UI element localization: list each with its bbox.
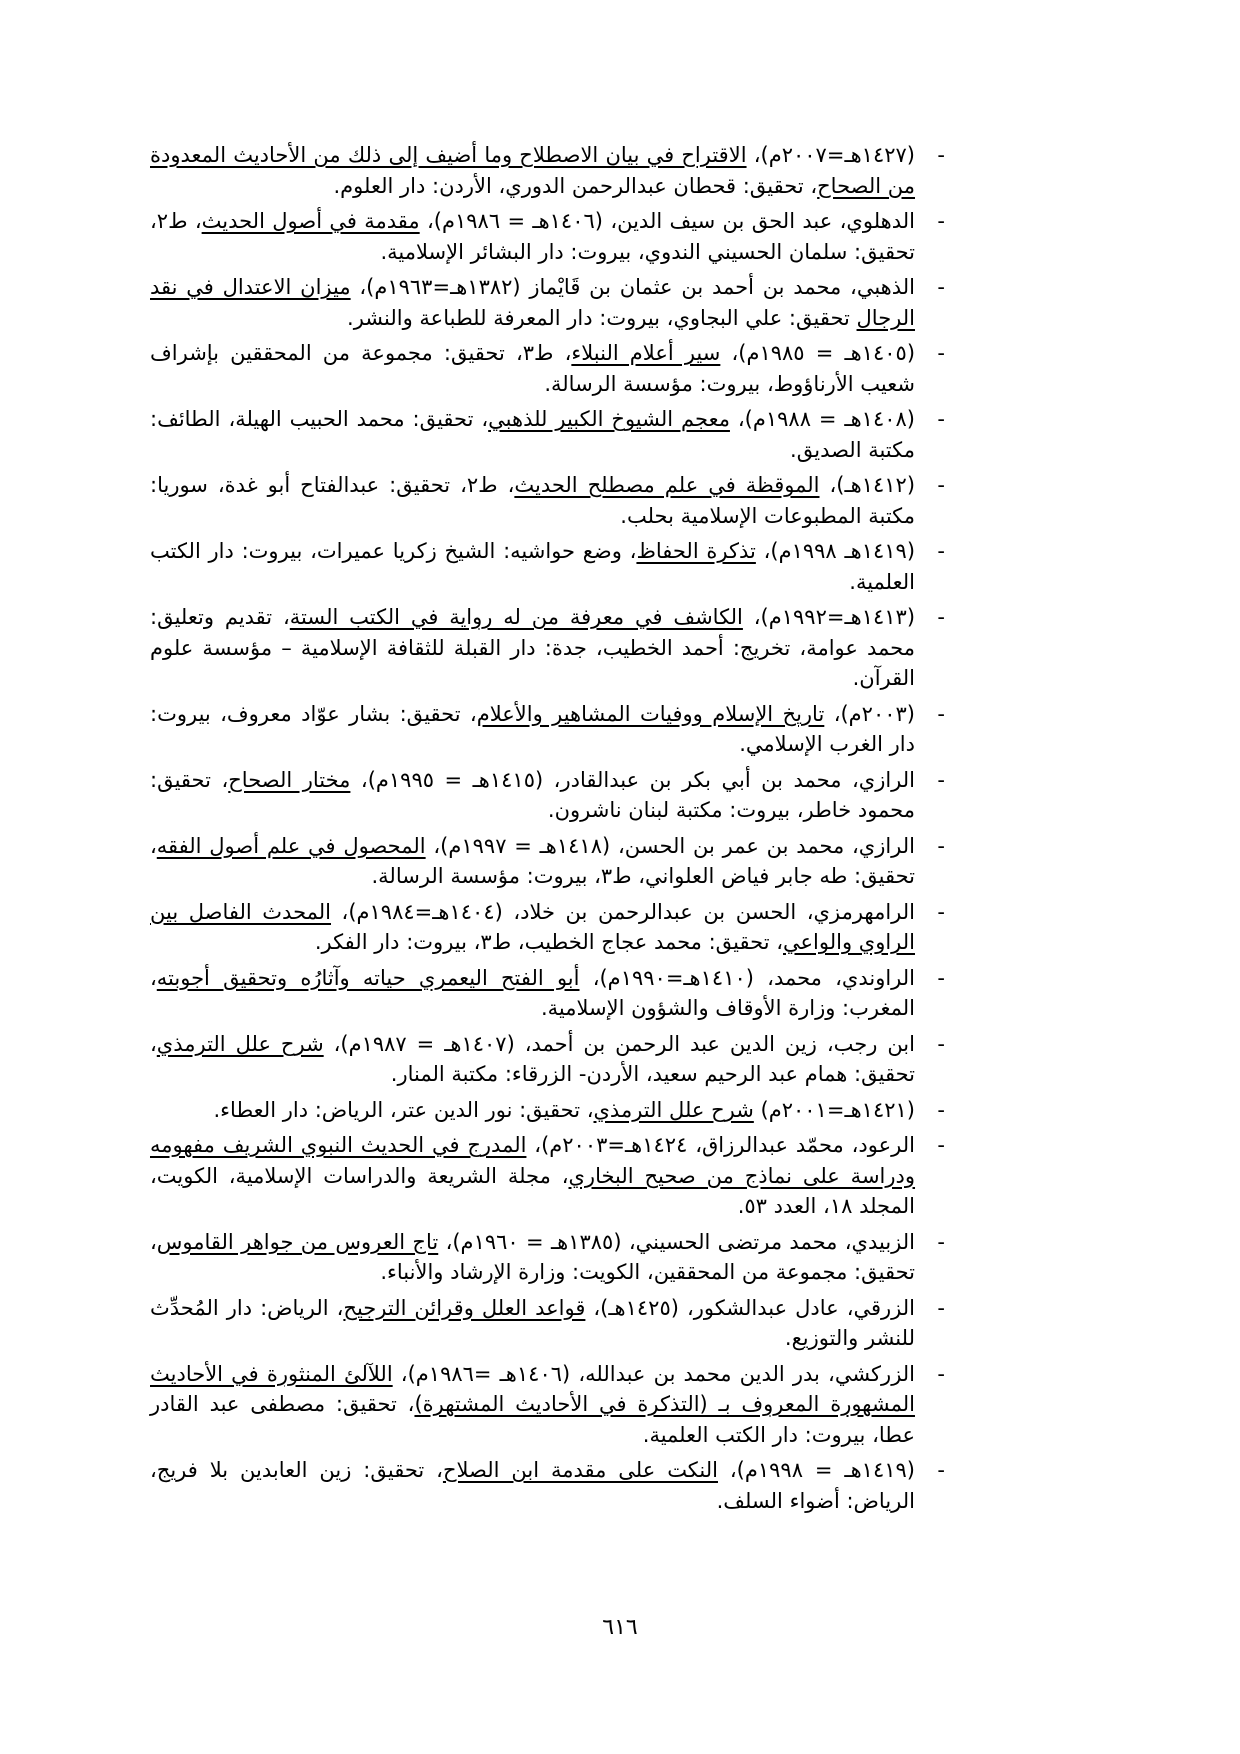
entry-title: أبو الفتح اليعمري حياته وآثارُه وتحقيق أجوبته: [156, 965, 580, 990]
bibliography-entry: [150, 1130, 945, 1222]
entry-dash: -: [937, 701, 945, 726]
entry-publication: ، وضع حواشيه: الشيخ زكريا عميرات، بيروت: دار الكتب العلمية.: [150, 539, 915, 594]
entry-dash: -: [937, 473, 945, 497]
entry-author-date: (١٤٠٥هـ = ١٩٨٥م)،: [720, 341, 916, 365]
bibliography-entry: [150, 1029, 945, 1090]
bibliography-page: [150, 140, 945, 1521]
entry-author-date: (٢٠٠٣م)،: [824, 701, 915, 726]
entry-publication: ، تحقيق: زين العابدين بلا فريج، الرياض: أضواء السلف.: [150, 1458, 915, 1513]
bibliography-entry: [150, 338, 945, 399]
entry-dash: -: [937, 833, 945, 858]
entry-dash: -: [937, 1031, 945, 1056]
bibliography-entry: [150, 963, 945, 1024]
entry-title: شرح علل الترمذي: [156, 1031, 324, 1056]
bibliography-entry: [150, 272, 945, 333]
entry-title: المحدث الفاصل بين الراوي والواعي: [150, 899, 915, 954]
entry-dash: -: [937, 1097, 945, 1122]
bibliography-entry: [150, 1455, 945, 1516]
entry-publication: ، ط٢، تحقيق: عبدالفتاح أبو غدة، سوريا: مكتبة المطبوعات الإسلامية بحلب.: [150, 473, 915, 528]
entry-author-date: الذهبي، محمد بن أحمد بن عثمان بن قَايْماز (١٣٨٢هـ=١٩٦٣م)،: [350, 275, 915, 299]
entry-author-date: الزرقي، عادل عبدالشكور، (١٤٢٥هـ)،: [585, 1295, 916, 1320]
entry-dash: -: [937, 1295, 945, 1320]
entry-publication: ، تحقيق: بشار عوّاد معروف، بيروت: دار الغرب الإسلامي.: [150, 701, 915, 756]
entry-title: النكت على مقدمة ابن الصلاح: [442, 1458, 718, 1482]
entry-title: معجم الشيوخ الكبير للذهبي: [488, 407, 730, 431]
entry-dash: -: [937, 407, 945, 431]
entry-dash: -: [937, 1361, 945, 1386]
entry-author-date: ابن رجب، زين الدين عبد الرحمن بن أحمد، (١٤٠٧هـ = ١٩٨٧م)،: [323, 1031, 915, 1056]
bibliography-entry: [150, 140, 945, 201]
entry-title: اللآلئ المنثورة في الأحاديث المشهورة المعروف بـ (التذكرة في الأحاديث المشتهرة): [150, 1361, 915, 1416]
entry-author-date: (١٤١٩هـ ١٩٩٨م)،: [755, 539, 916, 563]
bibliography-entry: [150, 699, 945, 760]
entry-author-date: الزركشي، بدر الدين محمد بن عبدالله، (١٤٠٦هـ =١٩٨٦م)،: [392, 1361, 916, 1386]
entry-author-date: الزبيدي، محمد مرتضى الحسيني، (١٣٨٥هـ = ١٩٦٠م)،: [438, 1229, 915, 1254]
entry-dash: -: [937, 1458, 945, 1482]
entry-title: تاريخ الإسلام ووفيات المشاهير والأعلام: [476, 701, 825, 726]
entry-author-date: (١٤١٣هـ=١٩٩٢م)،: [742, 605, 916, 629]
entry-publication: ، تحقيق: نور الدين عتر، الرياض: دار العطاء.: [213, 1097, 594, 1122]
entry-title: المحصول في علم أصول الفقه: [156, 833, 426, 858]
entry-title: تاج العروس من جواهر القاموس: [156, 1229, 439, 1254]
entry-publication: تحقيق: علي البجاوي، بيروت: دار المعرفة للطباعة والنشر.: [347, 305, 857, 330]
entry-publication: ، تحقيق: مجموعة من المحققين، الكويت: وزارة الإرشاد والأنباء.: [150, 1229, 915, 1284]
entry-author-date: الرازي، محمد بن عمر بن الحسن، (١٤١٨هـ = ١٩٩٧م)،: [425, 833, 915, 858]
entry-author-date: (١٤٠٨هـ = ١٩٨٨م)،: [729, 407, 915, 431]
entry-title: الموقظة في علم مصطلح الحديث: [514, 473, 820, 497]
entry-author-date: (١٤١٢هـ)،: [819, 473, 916, 497]
bibliography-entry: [150, 470, 945, 531]
entry-title: الكاشف في معرفة من له رواية في الكتب الستة: [289, 605, 743, 629]
entry-author-date: (١٤١٩هـ = ١٩٩٨م)،: [717, 1458, 915, 1482]
entry-title: شرح علل الترمذي: [593, 1097, 754, 1122]
entry-publication: ، ط٢، تحقيق: سلمان الحسيني الندوي، بيروت: دار البشائر الإسلامية.: [150, 209, 915, 264]
entry-publication: ، تحقيق: مصطفى عبد القادر عطا، بيروت: دار الكتب العلمية.: [150, 1392, 915, 1447]
entry-publication: ، تحقيق: طه جابر فياض العلواني، ط٣، بيروت: مؤسسة الرسالة.: [150, 833, 915, 888]
entry-publication: ، تحقيق: محمود خاطر، بيروت: مكتبة لبنان ناشرون.: [150, 767, 915, 822]
entry-dash: -: [937, 965, 945, 990]
entry-title: تذكرة الحفاظ: [636, 539, 756, 563]
entry-dash: -: [937, 143, 945, 167]
entry-title: المدرج في الحديث النبوي الشريف مفهومه ودراسة على نماذج من صحيح البخاري: [150, 1133, 916, 1188]
entry-publication: ، ط٣، تحقيق: مجموعة من المحققين بإشراف شعيب الأرناؤوط، بيروت: مؤسسة الرسالة.: [150, 341, 915, 396]
bibliography-list: [150, 140, 945, 1516]
entry-dash: -: [937, 899, 945, 924]
entry-dash: -: [937, 341, 945, 365]
bibliography-entry: [150, 1293, 945, 1354]
entry-author-date: (١٤٢١هـ=٢٠٠١م): [753, 1097, 915, 1122]
entry-author-date: الراوندي، محمد، (١٤١٠هـ=١٩٩٠م)،: [579, 965, 916, 990]
bibliography-entry: [150, 206, 945, 267]
entry-dash: -: [937, 1229, 945, 1254]
bibliography-entry: [150, 1095, 945, 1126]
entry-publication: ، مجلة الشريعة والدراسات الإسلامية، الكويت، المجلد ١٨، العدد ٥٣.: [150, 1163, 915, 1218]
entry-dash: -: [937, 605, 945, 629]
page-number: ٦١٦: [602, 1615, 638, 1640]
entry-author-date: الرازي، محمد بن أبي بكر بن عبدالقادر، (١٤١٥هـ = ١٩٩٥م)،: [350, 767, 916, 792]
entry-title: الاقتراح في بيان الاصطلاح وما أضيف إلى ذلك من الأحاديث المعدودة من الصحاح: [150, 143, 915, 198]
bibliography-entry: [150, 602, 945, 694]
entry-publication: ، المغرب: وزارة الأوقاف والشؤون الإسلامية.: [150, 965, 915, 1020]
entry-dash: -: [937, 209, 945, 233]
bibliography-entry: [150, 897, 945, 958]
bibliography-entry: [150, 1227, 945, 1288]
entry-publication: ، تحقيق: محمد عجاج الخطيب، ط٣، بيروت: دار الفكر.: [314, 930, 783, 954]
entry-dash: -: [937, 767, 945, 792]
entry-title: مقدمة في أصول الحديث: [201, 209, 420, 233]
entry-dash: -: [937, 1133, 945, 1157]
entry-title: سير أعلام النبلاء: [571, 341, 721, 365]
entry-author-date: الدهلوي، عبد الحق بن سيف الدين، (١٤٠٦هـ = ١٩٨٦م)،: [419, 209, 915, 233]
entry-publication: ، تحقيق: قحطان عبدالرحمن الدوري، الأردن: دار العلوم.: [333, 173, 818, 198]
entry-author-date: الرامهرمزي، الحسن بن عبدالرحمن بن خلاد، (١٤٠٤هـ=١٩٨٤م)،: [331, 899, 915, 924]
entry-title: مختار الصحاح: [228, 767, 351, 792]
bibliography-entry: [150, 404, 945, 465]
entry-author-date: (١٤٢٧هـ=٢٠٠٧م)،: [746, 143, 915, 167]
entry-dash: -: [937, 539, 945, 563]
entry-publication: ، تحقيق: محمد الحبيب الهيلة، الطائف: مكتبة الصديق.: [150, 407, 915, 462]
entry-title: ميزان الاعتدال في نقد الرجال: [150, 275, 915, 330]
entry-publication: ، الرياض: دار المُحدِّث للنشر والتوزيع.: [150, 1295, 915, 1350]
entry-dash: -: [937, 275, 945, 299]
bibliography-entry: [150, 765, 945, 826]
entry-publication: ، تقديم وتعليق: محمد عوامة، تخريج: أحمد الخطيب، جدة: دار القبلة للثقافة الإسلامية – مؤسسة علوم القرآن.: [150, 605, 915, 690]
bibliography-entry: [150, 831, 945, 892]
bibliography-entry: [150, 1359, 945, 1451]
entry-author-date: الرعود، محمّد عبدالرزاق، ١٤٢٤هـ=٢٠٠٣م)،: [526, 1133, 915, 1157]
entry-title: قواعد العلل وقرائن الترجيح: [343, 1295, 586, 1320]
bibliography-entry: [150, 536, 945, 597]
entry-publication: ، تحقيق: همام عبد الرحيم سعيد، الأردن- الزرقاء: مكتبة المنار.: [150, 1031, 915, 1086]
